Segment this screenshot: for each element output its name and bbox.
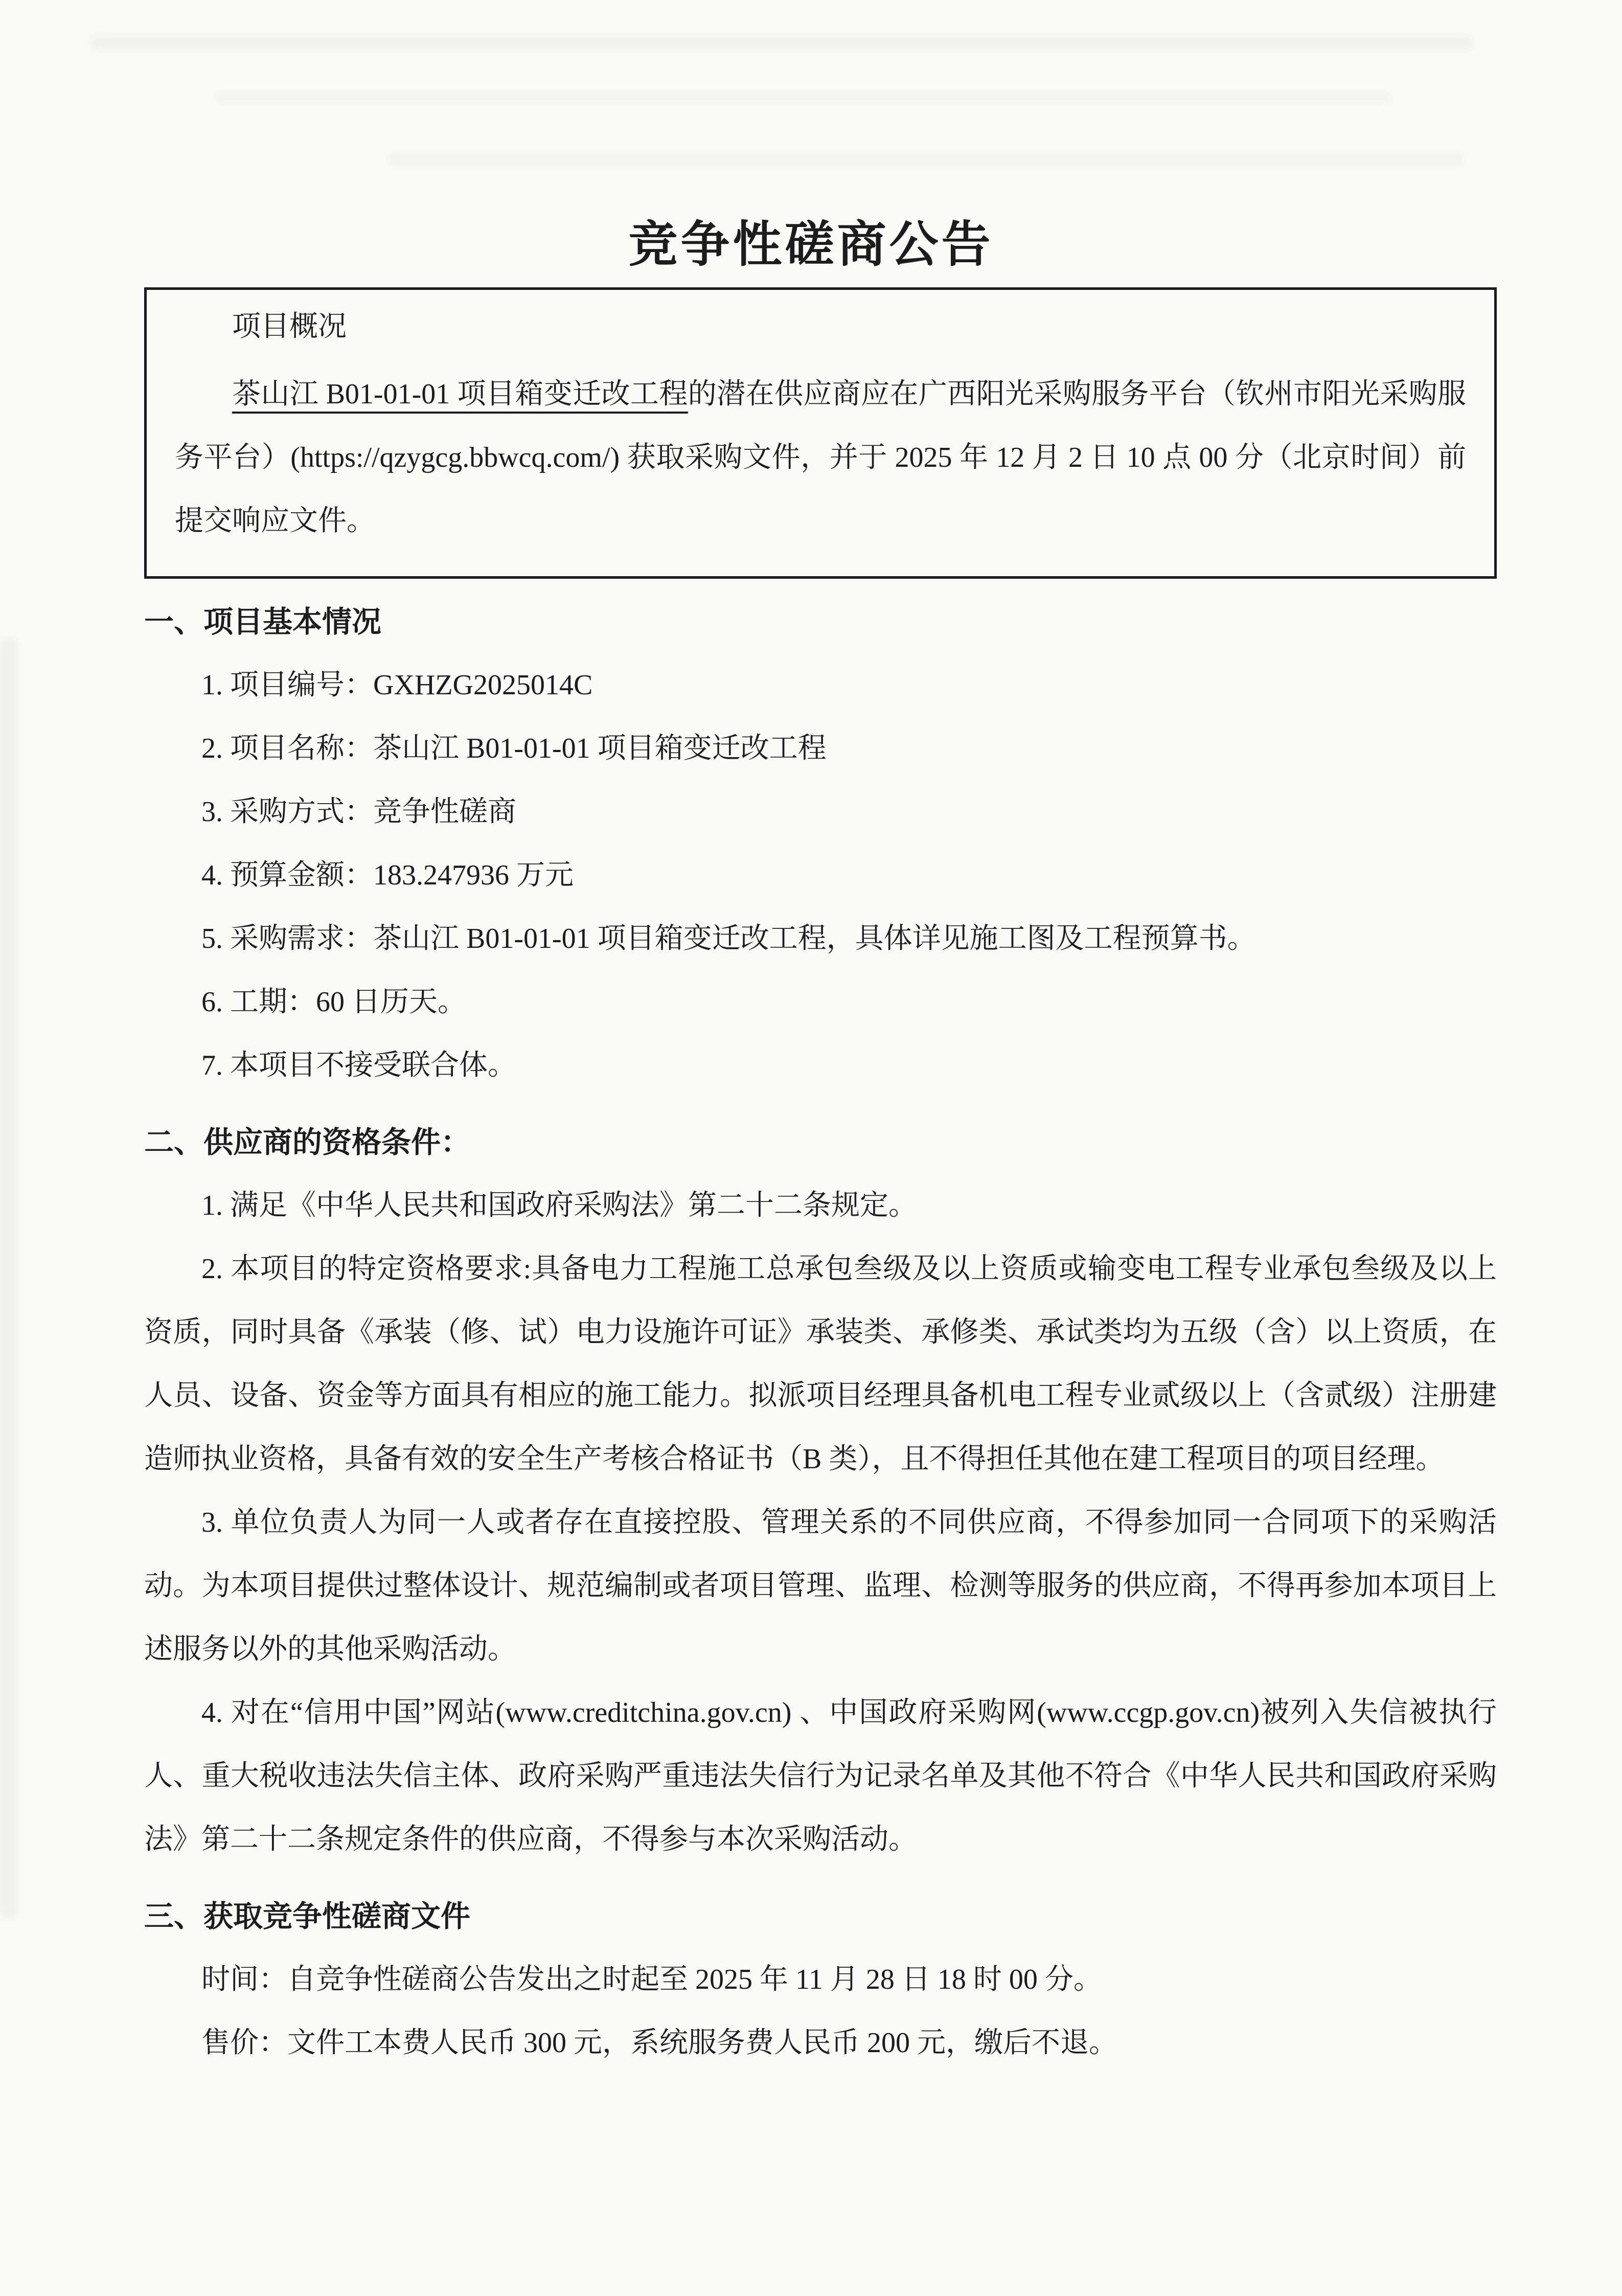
qualification-item-specific-requirements: 2. 本项目的特定资格要求:具备电力工程施工总承包叁级及以上资质或输变电工程专业承包叁级及以上资质，同时具备《承装（修、试）电力设施许可证》承装类、承修类、承试类均为五级（含）以上资质，在人员、设备、资金等方面具有相应的施工能力。拟派项目经理具备机电工程专业贰级以上（含贰级）注册建造师执业资格，具备有效的安全生产考核合格证书（B 类），且不得担任其他在建工程项目的项目经理。: [144, 1253, 1497, 1475]
qualification-item-same-controller: 3. 单位负责人为同一人或者存在直接控股、管理关系的不同供应商，不得参加同一合同项下的采购活动。为本项目提供过整体设计、规范编制或者项目管理、监理、检测等服务的供应商，不得再参加本项目上述服务以外的其他采购活动。: [144, 1507, 1497, 1665]
basic-info-item-procurement-method: 3. 采购方式：竞争性磋商: [201, 796, 516, 828]
scan-artifact: [389, 153, 1462, 166]
document-title: 竞争性磋商公告: [628, 216, 994, 273]
document-content: [0, 287, 1622, 2075]
section-heading-obtain-documents: 三、获取竞争性磋商文件: [144, 1899, 471, 1934]
scan-artifact: [215, 92, 1390, 103]
project-name-underlined: 茶山江 B01-01-01 项目箱变迁改工程: [232, 378, 688, 410]
basic-info-item-duration: 6. 工期：60 日历天。: [201, 986, 466, 1018]
scan-artifact: [92, 36, 1472, 49]
basic-info-item-budget: 4. 预算金额：183.247936 万元: [201, 859, 574, 891]
obtain-documents-price: 售价：文件工本费人民币 300 元，系统服务费人民币 200 元，缴后不退。: [201, 2027, 1117, 2059]
basic-info-item-project-name: 2. 项目名称：茶山江 B01-01-01 项目箱变迁改工程: [201, 733, 827, 764]
overview-paragraph: [175, 362, 1466, 553]
basic-info-item-no-consortium: 7. 本项目不接受联合体。: [201, 1050, 516, 1081]
overview-paragraph-rest: 的潜在供应商应在广西阳光采购服务平台（钦州市阳光采购服务平台）(https://qzygcg.bbwcq.com/) 获取采购文件，并于 2025 年 12 月 2 日 10 点 00 分（北京时间）前提交响应文件。: [175, 378, 1466, 537]
section-heading-basic-info: 一、项目基本情况: [144, 604, 382, 639]
qualification-item-credit-china: 4. 对在“信用中国”网站(www.creditchina.gov.cn) 、中国政府采购网(www.ccgp.gov.cn)被列入失信被执行人、重大税收违法失信主体、政府采购严重违法失信行为记录名单及其他不符合《中华人民共和国政府采购法》第二十二条规定条件的供应商，不得参与本次采购活动。: [144, 1697, 1497, 1855]
basic-info-item-project-number: 1. 项目编号：GXHZG2025014C: [201, 669, 593, 701]
qualification-item-law: 1. 满足《中华人民共和国政府采购法》第二十二条规定。: [201, 1190, 917, 1221]
basic-info-item-requirement: 5. 采购需求：茶山江 B01-01-01 项目箱变迁改工程，具体详见施工图及工程预算书。: [201, 923, 1256, 954]
overview-label: 项目概况: [232, 311, 347, 343]
project-overview-box: [144, 287, 1497, 579]
section-heading-supplier-qualifications: 二、供应商的资格条件：: [144, 1125, 471, 1160]
obtain-documents-time: 时间：自竞争性磋商公告发出之时起至 2025 年 11 月 28 日 18 时 00 分。: [201, 1964, 1102, 1995]
